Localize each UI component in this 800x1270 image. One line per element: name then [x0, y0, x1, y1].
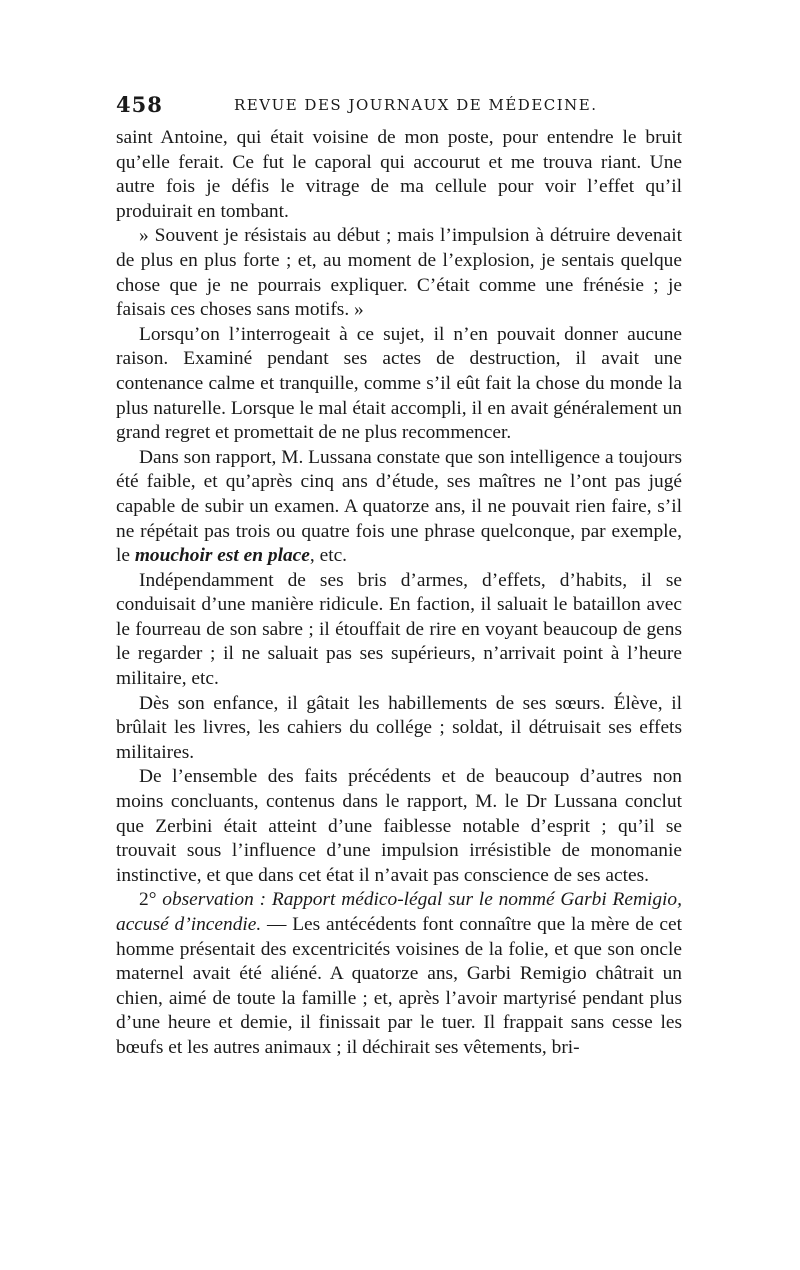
- paragraph-5: Indépendamment de ses bris d’armes, d’effets, d’habits, il se conduisait d’une manière ridicule. En faction, il saluait le bataillon avec le fourreau de son sabre ; il étouffait de rire en voyant beaucoup de gens le regarder ; il ne saluait pas ses supérieurs, n’arrivait point à l’heure militaire, etc.: [116, 569, 682, 690]
- paragraph-8: [116, 888, 682, 1060]
- page-header: [116, 92, 682, 122]
- observation-number: 2°: [139, 889, 163, 911]
- observation-title: observation : Rapport médico-légal sur le nommé Garbi Remigio, accusé d’incendie.: [116, 889, 682, 935]
- paragraph-4: [116, 446, 682, 569]
- paragraph-1: saint Antoine, qui était voisine de mon poste, pour entendre le bruit qu’elle ferait. Ce fut le caporal qui accourut et me trouva riant. Une autre fois je défis le vitrage de ma cellule pour voir l’effet qu’il produirait en tombant.: [116, 127, 682, 222]
- paragraph-4-example: mouchoir est en place: [134, 545, 310, 567]
- paragraph-6: Dès son enfance, il gâtait les habillements de ses sœurs. Élève, il brûlait les livres, les cahiers du collége ; soldat, il détruisait ses effets militaires.: [116, 692, 682, 763]
- paragraph-3: Lorsqu’on l’interrogeait à ce sujet, il n’en pouvait donner aucune raison. Examiné pendant ses actes de destruction, il avait une contenance calme et tranquille, comme s’il eût fait la chose du monde la plus naturelle. Lorsque le mal était accompli, il en avait généralement un grand regret et promettait de ne plus recommencer.: [116, 323, 682, 444]
- paragraph-4-text: Dans son rapport, M. Lussana constate que son intelligence a toujours été faible, et qu’après cinq ans d’étude, ses maîtres ne l’ont pas jugé capable de subir un examen. A quatorze ans, il ne pouvait rien faire, s’il ne répétait pas trois ou quatre fois une phrase quelconque, par exemple, le: [116, 446, 682, 567]
- page-number: 458: [116, 92, 163, 117]
- observation-text: — Les antécédents font connaître que la mère de cet homme présentait des excentricités voisines de la folie, et que son oncle maternel avait été aliéné. A quatorze ans, Garbi Remigio châtrait un chien, aimé de toute la famille ; et, après l’avoir martyrisé pendant plus d’une heure et demie, il finissait par le tuer. Il frappait sans cesse les bœufs et les autres animaux ; il déchirait ses vêtements, bri-: [116, 914, 682, 1058]
- paragraph-4-end: , etc.: [309, 545, 348, 567]
- paragraph-7: De l’ensemble des faits précédents et de beaucoup d’autres non moins concluants, contenus dans le rapport, M. le Dr Lussana conclut que Zerbini était atteint d’une faiblesse notable d’esprit ; qu’il se trouvait sous l’influence d’une impulsion irrésistible de monomanie instinctive, et que dans cet état il n’avait pas conscience de ses actes.: [116, 766, 682, 886]
- paragraph-2: » Souvent je résistais au début ; mais l’impulsion à détruire devenait de plus en plus forte ; et, au moment de l’explosion, je sentais quelque chose que je ne pourrais expliquer. C’était comme une frénésie ; je faisais ces choses sans motifs. »: [116, 225, 682, 321]
- running-head: REVUE DES JOURNAUX DE MÉDECINE.: [234, 96, 598, 114]
- body-text: [116, 126, 682, 1061]
